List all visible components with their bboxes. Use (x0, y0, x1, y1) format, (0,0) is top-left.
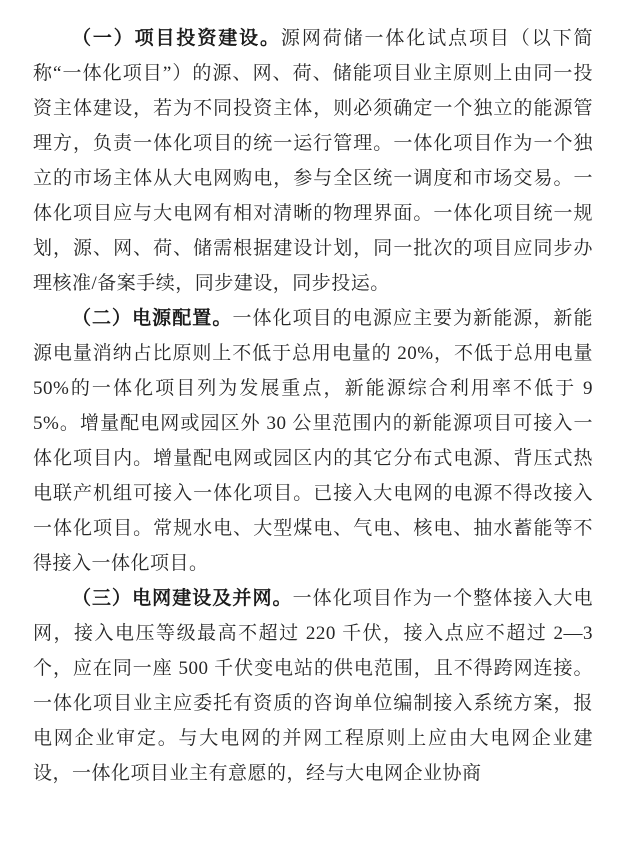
section-heading-3: （三）电网建设及并网。 (71, 588, 293, 609)
section-heading-2: （二）电源配置。 (71, 308, 233, 329)
section-heading-1: （一）项目投资建设。 (71, 28, 281, 49)
section-body-1: 源网荷储一体化试点项目（以下简称“一体化项目”）的源、网、荷、储能项目业主原则上由同一投资主体建设，若为不同投资主体，则必须确定一个独立的能源管理方，负责一体化项目的统一运行管理。一体化项目作为一个独立的市场主体从大电网购电，参与全区统一调度和市场交易。一体化项目应与大电网有相对清晰的物理界面。一体化项目统一规划，源、网、荷、储需根据建设计划，同一批次的项目应同步办理核准/备案手续，同步建设，同步投运。 (33, 28, 593, 294)
section-body-3: 一体化项目作为一个整体接入大电网，接入电压等级最高不超过 220 千伏，接入点应不超过 2—3 个，应在同一座 500 千伏变电站的供电范围，且不得跨网连接。一体化项目业主应委托有资质的咨询单位编制接入系统方案，报电网企业审定。与大电网的并网工程原则上应由大电网企业建设，一体化项目业主有意愿的，经与大电网企业协商 (33, 588, 593, 784)
paragraph-project-investment (33, 21, 593, 301)
paragraph-grid-connection (33, 581, 593, 791)
paragraph-power-configuration (33, 301, 593, 581)
section-body-2: 一体化项目的电源应主要为新能源，新能源电量消纳占比原则上不低于总用电量的 20%，不低于总用电量 50%的一体化项目列为发展重点，新能源综合利用率不低于 95%。增量配电网或园区外 30 公里范围内的新能源项目可接入一体化项目内。增量配电网或园区内的其它分布式电源、背压式热电联产机组可接入一体化项目。已接入大电网的电源不得改接入一体化项目。常规水电、大型煤电、气电、核电、抽水蓄能等不得接入一体化项目。 (33, 308, 593, 574)
